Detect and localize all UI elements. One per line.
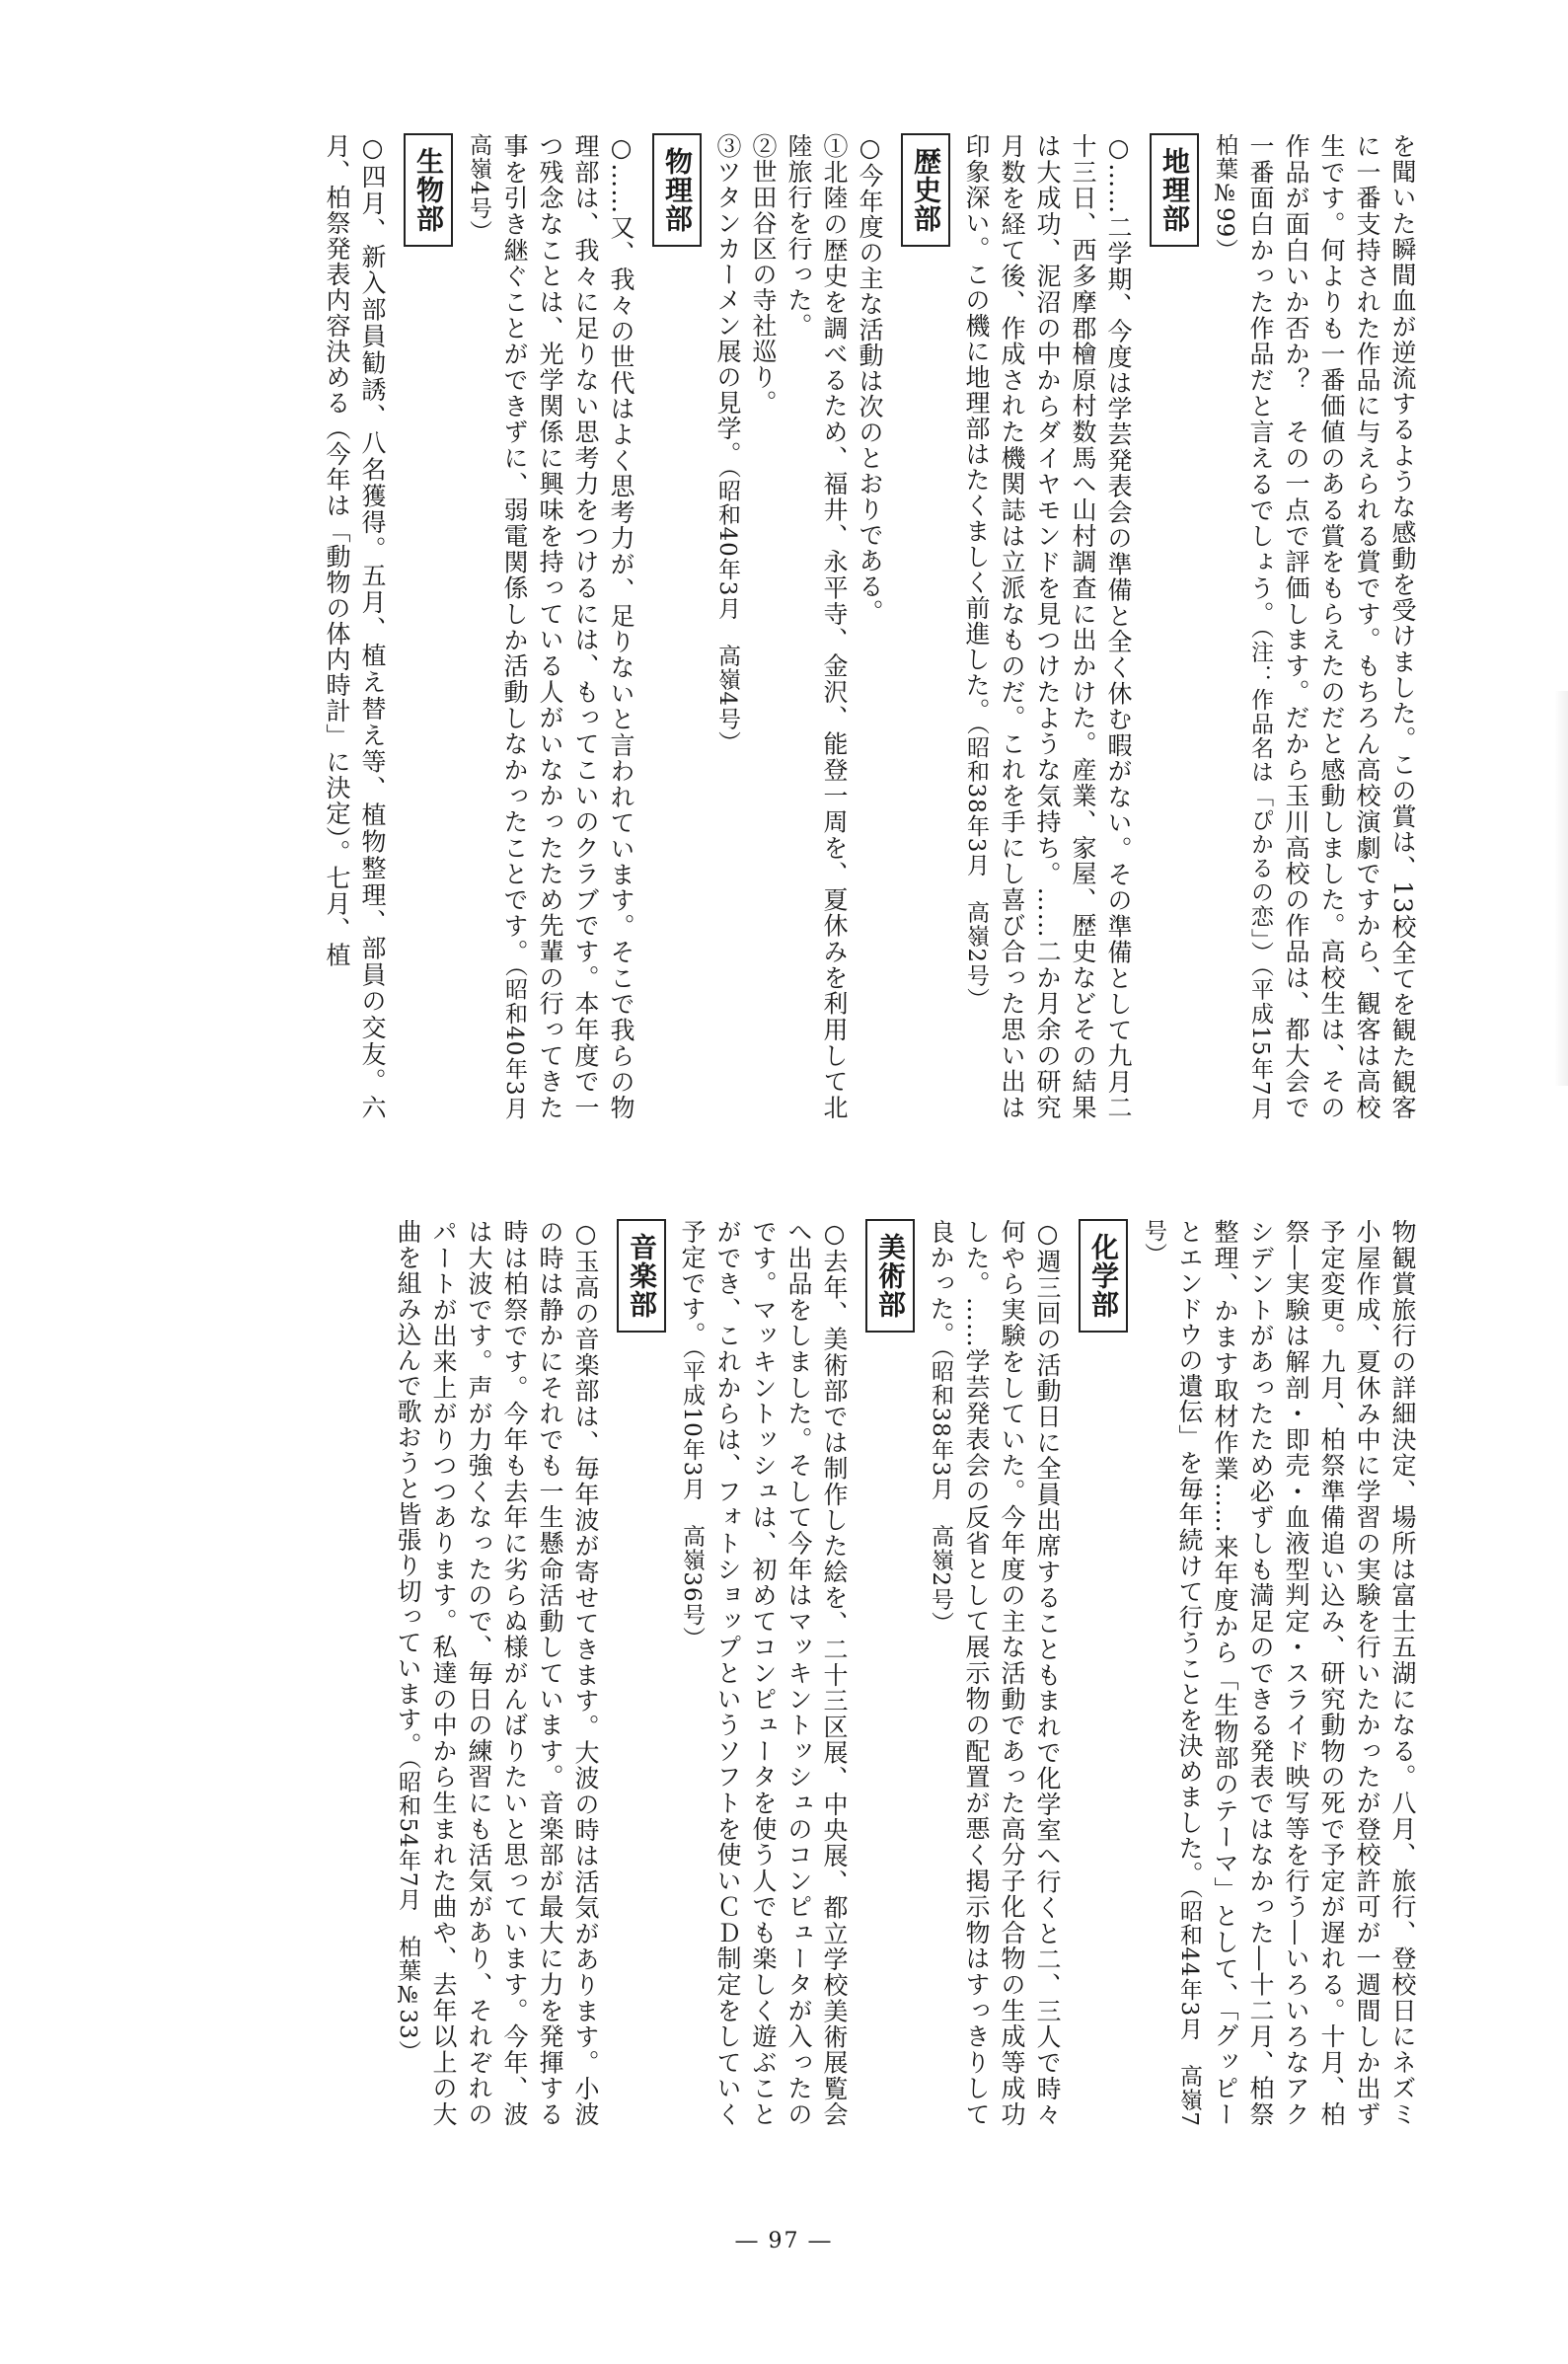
body-text: ○玉高の音楽部は、毎年波が寄せてきます。大波の時は活気があります。小波の時は静かにそれでも一生懸命活動しています。音楽部が最大に力を発揮する時は柏祭です。今年も去年に劣らぬ様がんばりたいと思っています。今年、波は大波です。声が力強くなったので、毎日の練習にも活気があり、それぞれのパートが出来上がりつつあります。私達の中から生まれた曲や、去年以上の大曲を組み込んで歌おうと皆張り切っています。 xyxy=(394,1219,600,2128)
paragraph: ○四月、新入部員勧誘、八名獲得。五月、植え替え等、植物整理、部員の交友。六月、柏祭発表内容決める（今年は「動物の体内時計」に決定）。七月、植 xyxy=(323,133,387,1121)
body-text: ○去年、美術部では制作した絵を、二十三区展、中央展、都立学校美術展覧会へ出品をしました。そして今年はマッキントッシュのコンピュータが入ったのです。マッキントッシュは、初めてコンピュータを使う人でも楽しく遊ぶことができ、これからは、フォトショップというソフトを使いＣＤ制定をしていく予定です。 xyxy=(678,1219,849,2128)
body-text: を聞いた瞬間血が逆流するような感動を受けました。この賞は、13校全てを観た観客に一番支持された作品に与えられる賞です。もちろん高校演劇ですから、観客は高校生です。何よりも一番価値のある賞をもらえたのだと感動しました。高校生は、その作品が面白いか否か？ その一点で評価します。だから玉川高校の作品は、都大会で一番面白かった作品だと言えるでしょう。 xyxy=(1246,133,1417,1121)
paragraph xyxy=(923,1219,1065,2127)
citation: （昭和38年3月 高嶺2号） xyxy=(928,1347,953,1636)
heading-biology-club: 生物部 xyxy=(404,133,453,247)
lower-text-block xyxy=(127,1219,1420,2127)
citation: （平成10年3月 高嶺36号） xyxy=(679,1347,705,1650)
list-item xyxy=(709,133,745,1120)
body-text: ③ツタンカーメン展の見学。 xyxy=(713,133,742,467)
citation: （昭和40年3月 高嶺4号） xyxy=(466,133,527,1144)
paragraph: ○今年度の主な活動は次のとおりである。 xyxy=(856,133,884,625)
heading-chemistry-club: 化学部 xyxy=(1079,1219,1128,1333)
heading-history-club: 歴史部 xyxy=(901,133,950,247)
citation: （昭和40年3月 高嶺4号） xyxy=(714,467,740,755)
paragraph xyxy=(1136,1219,1420,2127)
body-text: ○……又、我々の世代はよく思考力が、足りないと言われています。そこで我らの物理部は、我々に足りない思考力をつけるには、もってこいのクラブです。本年度で一つ残念なことは、光学関係に興味を持っている人がいなかったため先輩の行ってきた事を引き継ぐことができずに、弱電関係しか活動しなかったことです。 xyxy=(500,133,635,1121)
paragraph xyxy=(1207,133,1420,1145)
paragraph xyxy=(674,1219,852,2127)
list-item: ①北陸の歴史を調べるため、福井、永平寺、金沢、能登一周を、夏休みを利用して北陸旅行を行った。 xyxy=(784,133,849,1120)
heading-physics-club: 物理部 xyxy=(652,133,702,247)
citation: （昭和54年7月 柏葉№33） xyxy=(395,1758,420,2064)
body-text: 物観賞旅行の詳細決定、場所は富士五湖になる。八月、旅行、登校日にネズミ小屋作成、夏休み中に学習の実験を行いたかったが登校許可が一週間しか出ず予定変更。九月、柏祭準備追い込み、研究動物の死で予定が遅れる。十月、柏祭―実験は解剖・即売・血液型判定・スライド映写等を行う―いろいろなアクシデントがあったため必ずしも満足のできる発表ではなかった―十二月、柏祭整理、かます取材作業……来年度から「生物部のテーマ」として、「グッピーとエンドウの遺伝」を毎年続けて行うことを決めました。 xyxy=(1175,1219,1417,2128)
body-text: ○週三回の活動日に全員出席することもまれで化学室へ行くと二、三人で時々何やら実験をしていた。今年度の主な活動であった高分子化合物の生成等成功した。……学芸発表会の反省として展示物の配置が悪く掲示物はすっきりして良かった。 xyxy=(927,1219,1062,2128)
page-edge-shadow xyxy=(1554,691,1568,1086)
page-number: ― 97 ― xyxy=(735,2229,833,2253)
heading-geography-club: 地理部 xyxy=(1150,133,1199,247)
paragraph xyxy=(461,133,638,1144)
body-text: ○……二学期、今度は学芸発表会の準備と全く休む暇がない。その準備として九月二十三日、西多摩郡檜原村数馬へ山村調査に出かけた。産業、家屋、歴史などその結果は大成功、泥沼の中からダイヤモンドを見つけたような気持ち。……二か月余の研究月数を経て後、作成された機関誌は立派なものだ。これを手にし喜び合った思い出は印象深い。この機に地理部はたくましく前進した。 xyxy=(962,133,1133,1121)
paragraph xyxy=(958,133,1136,1120)
paragraph xyxy=(390,1219,603,2127)
citation: （注：作品名は「ぴかるの恋」）（平成15年7月 柏葉№99） xyxy=(1212,133,1273,1145)
citation: （昭和38年3月 高嶺2号） xyxy=(963,724,989,1012)
heading-music-club: 音楽部 xyxy=(617,1219,666,1333)
list-item: ②世田谷区の寺社巡り。 xyxy=(749,133,778,416)
heading-art-club: 美術部 xyxy=(865,1219,915,1333)
citation: （昭和44年3月 高嶺7号） xyxy=(1141,1219,1202,2128)
upper-text-block xyxy=(127,133,1420,1145)
